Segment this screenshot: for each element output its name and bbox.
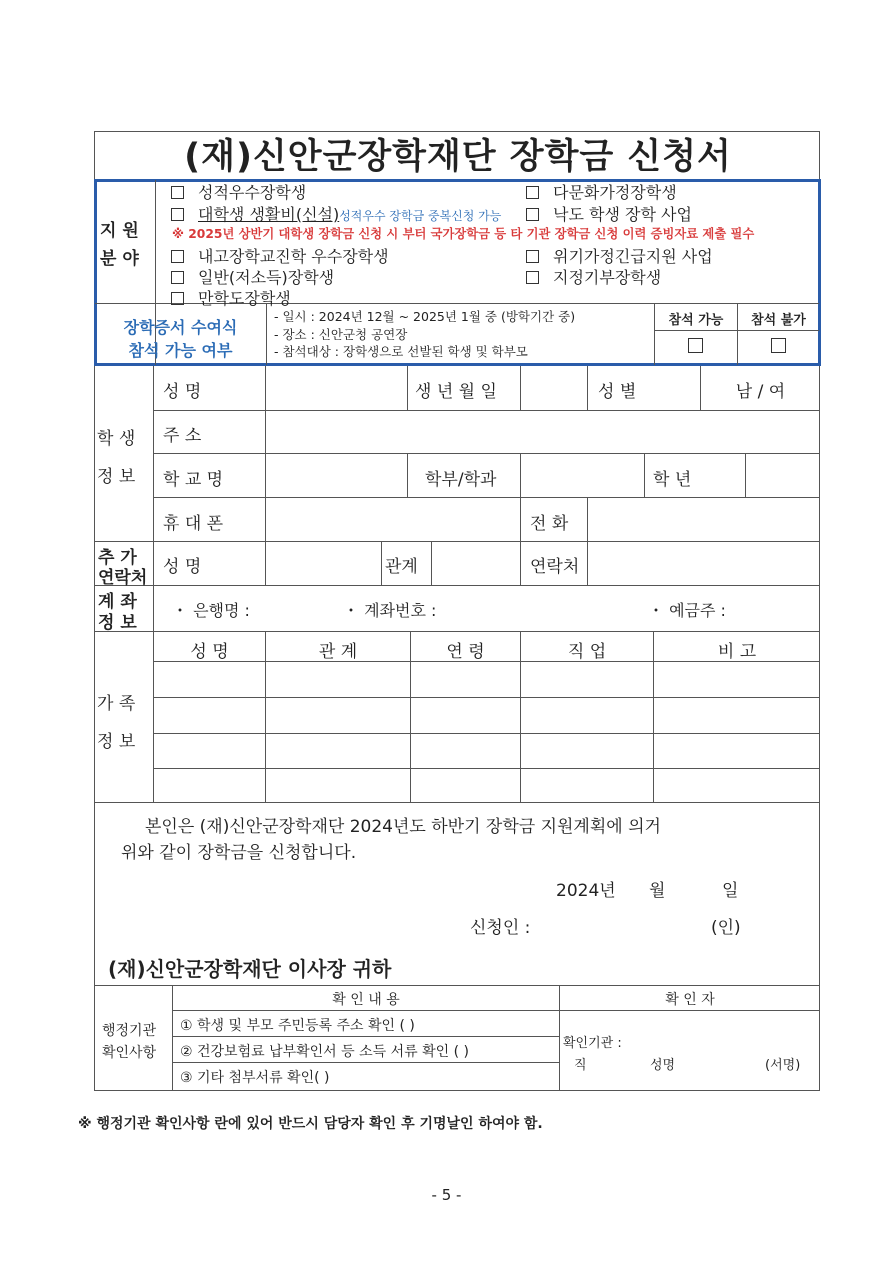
extra-section-1: 추 가 — [98, 548, 137, 568]
checkbox[interactable] — [171, 208, 184, 221]
extra-contact-label: 연락처 — [530, 557, 580, 577]
support-notice: ※ 2025년 상반기 대학생 장학금 신청 시 부터 국가장학금 등 타 기관 장학금 신청 이력 증빙자료 제출 필수 — [172, 227, 755, 241]
extra-section-2: 연락처 — [98, 568, 148, 588]
admin-item-3: ③ 기타 첨부서류 확인( ) — [180, 1070, 330, 1086]
account-section-2: 정 보 — [98, 613, 137, 633]
admin-checker-header: 확 인 자 — [665, 992, 715, 1008]
declaration-day: 일 — [722, 881, 739, 901]
support-label-1: 지 원 — [100, 221, 139, 241]
admin-sign: (서명) — [765, 1058, 801, 1073]
student-dept-label: 학부/학과 — [425, 470, 497, 490]
extra-name-label: 성 명 — [163, 557, 202, 577]
option-multicultural[interactable]: 다문화가정장학생 — [526, 180, 677, 203]
ceremony-label-2: 참석 가능 여부 — [128, 341, 233, 360]
admin-position: 직 — [574, 1058, 587, 1073]
family-header-job: 직 업 — [567, 642, 607, 662]
family-section-1: 가 족 — [97, 694, 136, 714]
option-island[interactable]: 낙도 학생 장학 사업 — [526, 202, 692, 225]
footnote: ※ 행정기관 확인사항 란에 있어 반드시 담당자 확인 후 기명날인 하여야 함. — [78, 1116, 543, 1132]
account-bank[interactable]: ・ 은행명 : — [172, 601, 250, 620]
checkbox[interactable] — [171, 250, 184, 263]
student-section-1: 학 생 — [97, 429, 136, 449]
account-section-1: 계 좌 — [98, 592, 137, 612]
form-title: (재)신안군장학재단 장학금 신청서 — [95, 132, 821, 182]
student-school-label: 학 교 명 — [163, 470, 224, 490]
option-low-income[interactable]: 일반(저소득)장학생 — [171, 265, 334, 288]
family-header-note: 비 고 — [717, 642, 757, 662]
family-section-2: 정 보 — [97, 732, 136, 752]
option-local-school[interactable]: 내고장학교진학 우수장학생 — [171, 244, 389, 267]
addressee: (재)신안군장학재단 이사장 귀하 — [108, 957, 392, 981]
admin-label-1: 행정기관 — [102, 1023, 157, 1039]
declaration-month: 월 — [649, 881, 666, 901]
admin-item-2: ② 건강보험료 납부확인서 등 소득 서류 확인 ( ) — [180, 1044, 469, 1060]
cannot-attend-checkbox[interactable] — [771, 338, 786, 353]
account-holder[interactable]: ・ 예금주 : — [648, 601, 726, 620]
checkbox[interactable] — [526, 186, 539, 199]
student-section-2: 정 보 — [97, 467, 136, 487]
checkbox[interactable] — [171, 186, 184, 199]
declaration-line-2: 위와 같이 장학금을 신청합니다. — [121, 843, 357, 863]
can-attend-checkbox[interactable] — [688, 338, 703, 353]
can-attend-label: 참석 가능 — [668, 313, 724, 328]
page-number: - 5 - — [431, 1186, 462, 1204]
family-header-relation: 관 계 — [318, 642, 358, 662]
checkbox[interactable] — [171, 292, 184, 305]
option-living[interactable]: 대학생 생활비(신설)성적우수 장학금 중복신청 가능 — [171, 202, 501, 225]
student-address-label: 주 소 — [163, 426, 202, 446]
option-emergency[interactable]: 위기가정긴급지원 사업 — [526, 244, 713, 267]
family-header-name: 성 명 — [190, 642, 229, 662]
checkbox[interactable] — [526, 250, 539, 263]
support-label-2: 분 야 — [100, 249, 139, 269]
cannot-attend-label: 참석 불가 — [751, 313, 806, 328]
student-grade-label: 학 년 — [653, 470, 692, 490]
option-academic[interactable]: 성적우수장학생 — [171, 180, 306, 203]
student-gender-label: 성 별 — [598, 382, 637, 402]
admin-agency: 확인기관 : — [563, 1036, 622, 1051]
ceremony-label-1: 장학증서 수여식 — [123, 318, 238, 337]
student-phone-label: 전 화 — [530, 514, 569, 534]
account-number[interactable]: ・ 계좌번호 : — [343, 601, 437, 620]
option-late-learner[interactable]: 만학도장학생 — [171, 286, 291, 309]
admin-label-2: 확인사항 — [102, 1045, 157, 1061]
student-name-label: 성 명 — [163, 382, 202, 402]
ceremony-date: - 일시 : 2024년 12월 ~ 2025년 1월 중 (방학기간 중) — [274, 309, 576, 324]
checkbox[interactable] — [526, 271, 539, 284]
declaration-year: 2024년 — [556, 881, 616, 901]
applicant-label: 신청인 : — [470, 918, 531, 938]
admin-content-header: 확 인 내 용 — [332, 992, 400, 1008]
student-gender-value[interactable]: 남 / 여 — [735, 382, 786, 402]
family-header-age: 연 령 — [446, 642, 485, 662]
student-birth-label: 생 년 월 일 — [415, 382, 497, 402]
option-donation[interactable]: 지정기부장학생 — [526, 265, 661, 288]
extra-relation-label: 관계 — [385, 557, 418, 577]
seal-label: (인) — [711, 918, 741, 938]
ceremony-target: - 참석대상 : 장학생으로 선발된 학생 및 학부모 — [274, 344, 528, 359]
checkbox[interactable] — [171, 271, 184, 284]
ceremony-place: - 장소 : 신안군청 공연장 — [274, 327, 408, 342]
admin-name: 성명 — [650, 1058, 676, 1073]
admin-item-1: ① 학생 및 부모 주민등록 주소 확인 ( ) — [180, 1018, 415, 1034]
declaration-line-1: 본인은 (재)신안군장학재단 2024년도 하반기 장학금 지원계획에 의거 — [145, 817, 661, 837]
checkbox[interactable] — [526, 208, 539, 221]
student-mobile-label: 휴 대 폰 — [163, 514, 224, 534]
